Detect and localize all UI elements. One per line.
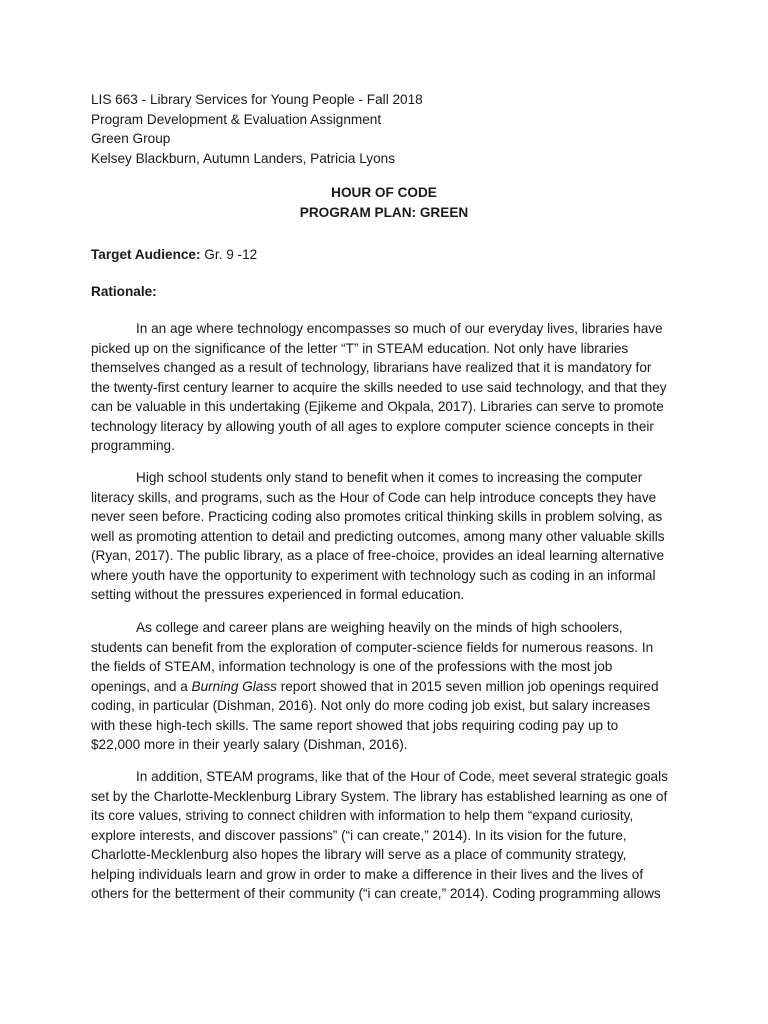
paragraph-line: where youth have the opportunity to experiment with technology such as coding in an informal: [91, 567, 656, 583]
paragraph-line: programming.: [91, 438, 175, 453]
paragraph-line: picked up on the significance of the letter “T” in STEAM education. Not only have libraries: [91, 340, 629, 356]
paragraph-line: the twenty-first century learner to acquire the skills needed to use said technology, and that they: [91, 379, 667, 395]
target-audience: [91, 245, 257, 265]
title-line-2: PROGRAM PLAN: GREEN: [299, 204, 469, 220]
target-audience-value: Gr. 9 -12: [200, 247, 258, 262]
report-title-italic: Burning Glass: [191, 678, 277, 694]
paragraph-line: Charlotte-Mecklenburg also hopes the library will serve as a place of community strategy,: [91, 847, 627, 862]
paragraph-line: helping individuals learn and grow in order to make a difference in their lives and the lives of: [91, 866, 644, 882]
authors-line: Kelsey Blackburn, Autumn Landers, Patricia Lyons: [91, 150, 396, 166]
paragraph-line: never seen before. Practicing coding also promotes critical thinking skills in problem solving, as: [91, 509, 663, 524]
paragraph-line: themselves changed as a result of technology, librarians have realized that it is mandatory for: [91, 360, 652, 375]
paragraph-line: As college and career plans are weighing heavily on the minds of high schoolers,: [136, 620, 623, 635]
paragraph-line: literacy skills, and programs, such as the Hour of Code can help introduce concepts they have: [91, 489, 657, 505]
paragraph-line: $22,000 more in their yearly salary (Dishman, 2016).: [91, 737, 408, 752]
paragraph-line: set by the Charlotte-Mecklenburg Library System. The library has established learning as one of: [91, 788, 668, 804]
paragraph-text: report showed that in 2015 seven million job openings required: [276, 678, 659, 694]
target-audience-label: Target Audience:: [91, 247, 201, 262]
paragraph-1: [91, 319, 681, 456]
course-line: LIS 663 - Library Services for Young People - Fall 2018: [91, 92, 423, 107]
paragraph-line: the fields of STEAM, information technology is one of the professions with the most job: [91, 659, 613, 674]
paragraph-line: explore interests, and discover passions” (“i can create,” 2014). In its vision for the future,: [91, 827, 627, 843]
paragraph-line: well as promoting attention to detail and predicting outcomes, among many other valuable skills: [91, 528, 665, 544]
paragraph-3: [91, 618, 681, 755]
paragraph-line: can be valuable in this undertaking (Ejikeme and Okpala, 2017). Libraries can serve to promote: [91, 399, 664, 414]
assignment-header: [91, 90, 423, 168]
document-title: [0, 183, 768, 222]
assignment-line: Program Development & Evaluation Assignment: [91, 111, 382, 127]
rationale-heading: Rationale:: [91, 284, 157, 299]
paragraph-line: (Ryan, 2017). The public library, as a place of free-choice, provides an ideal learning alternative: [91, 548, 665, 563]
paragraph-2: [91, 468, 681, 605]
paragraph-line: [91, 677, 681, 697]
paragraph-line: technology literacy by allowing youth of all ages to explore computer science concepts in their: [91, 418, 654, 434]
paragraph-line: In addition, STEAM programs, like that of the Hour of Code, meet several strategic goals: [136, 769, 668, 784]
paragraph-line: coding, in particular (Dishman, 2016). Not only do more coding job exist, but salary increases: [91, 698, 651, 713]
paragraph-line: setting without the pressures experienced in formal education.: [91, 587, 465, 602]
paragraph-line: students can benefit from the exploration of computer-science fields for numerous reasons. In: [91, 639, 654, 655]
paragraph-line: its core values, striving to connect children with information to help them “expand curiosity,: [91, 808, 634, 823]
paragraph-line: In an age where technology encompasses so much of our everyday lives, libraries have: [136, 321, 663, 336]
paragraph-text: openings, and a: [91, 678, 192, 694]
paragraph-line: others for the betterment of their community (“i can create,” 2014). Coding programming allows: [91, 886, 661, 901]
paragraph-line: High school students only stand to benefit when it comes to increasing the computer: [136, 470, 643, 485]
paragraph-4: [91, 767, 681, 904]
paragraph-line: with these high-tech skills. The same report showed that jobs requiring coding pay up to: [91, 717, 619, 733]
group-line: Green Group: [91, 131, 171, 146]
title-line-1: HOUR OF CODE: [331, 185, 437, 200]
